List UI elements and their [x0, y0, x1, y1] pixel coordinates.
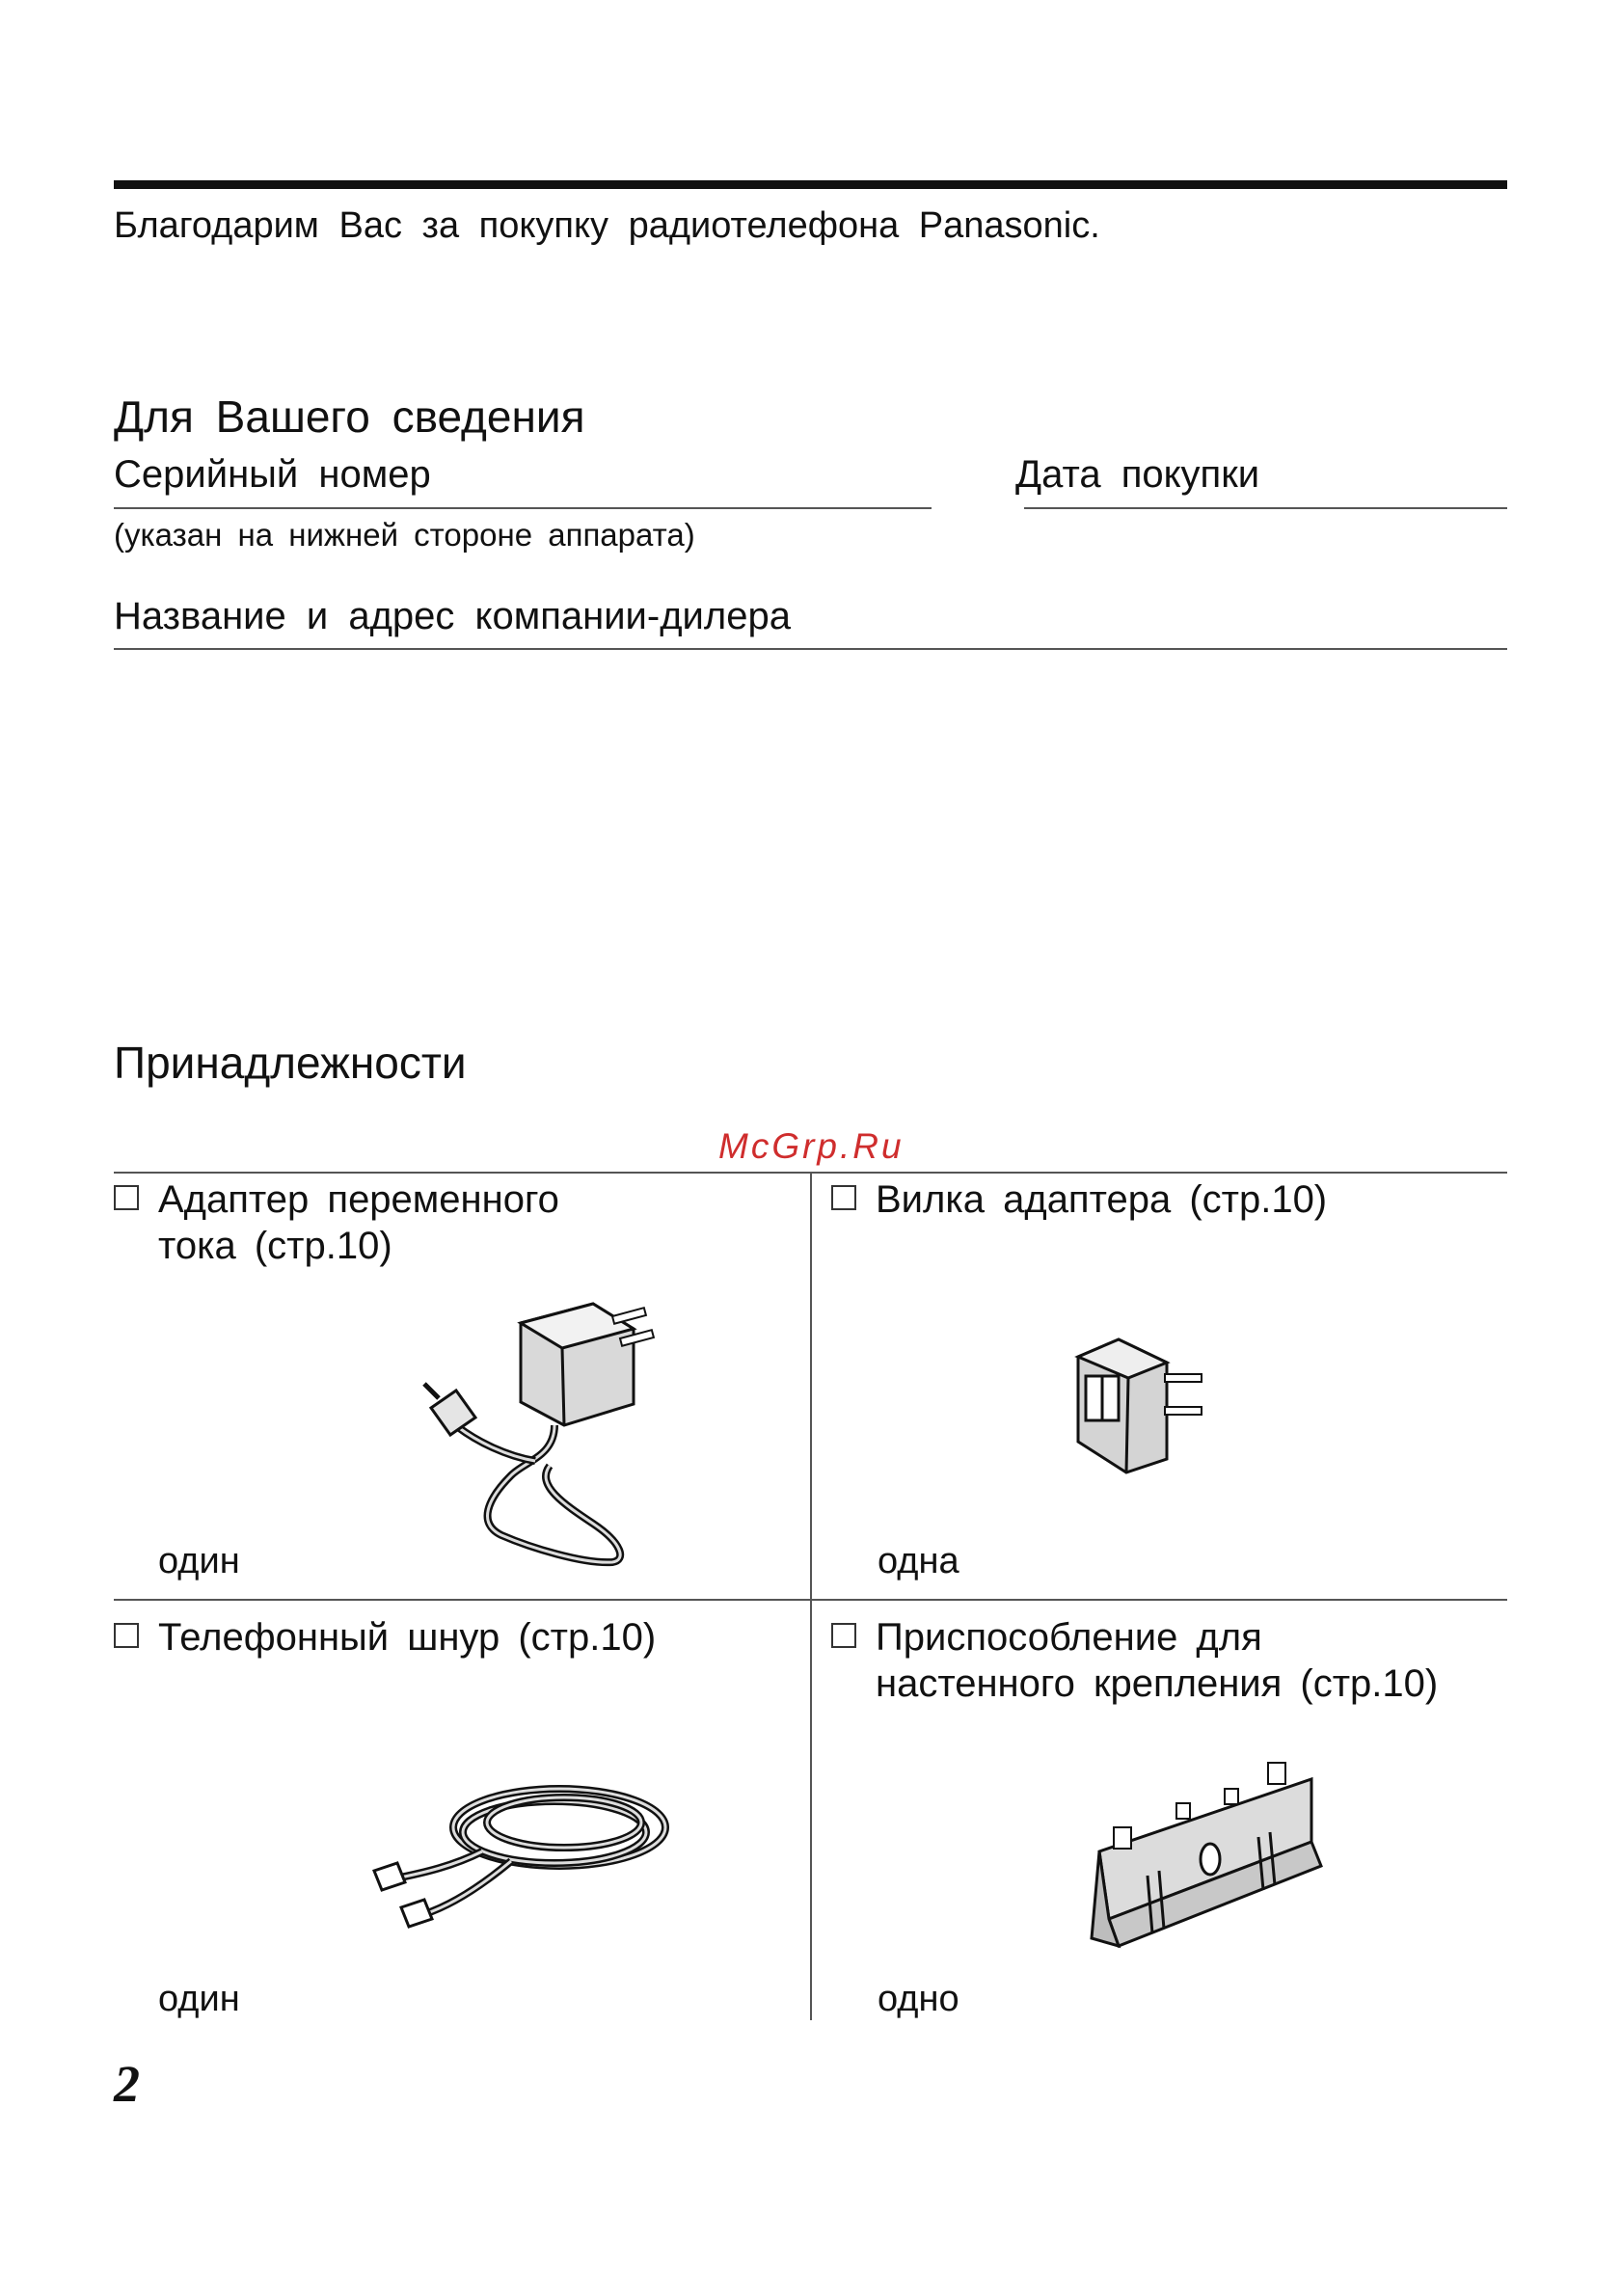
dealer-line[interactable] [114, 648, 1507, 650]
item-adapter-plug [831, 1176, 1327, 1223]
item-phone-cord [114, 1614, 656, 1661]
date-line[interactable] [1024, 507, 1507, 509]
watermark: McGrp.Ru [718, 1126, 905, 1166]
item-ac-adapter-line2: тока (стр.10) [158, 1225, 392, 1267]
item-adapter-plug-qty: одна [878, 1541, 959, 1581]
checkbox-adapter-plug[interactable] [831, 1185, 856, 1210]
checkbox-wall-mount[interactable] [831, 1623, 856, 1648]
grid-vertical-line [810, 1172, 812, 2020]
phone-cord-icon [366, 1755, 694, 1948]
page-number: 2 [114, 2055, 140, 2113]
thanks-text: Благодарим Вас за покупку радиотелефона Panasonic. [114, 205, 1100, 246]
item-ac-adapter-line1: Адаптер переменного [158, 1178, 559, 1221]
adapter-plug-icon [1061, 1326, 1215, 1480]
serial-note: (указан на нижней стороне аппарата) [114, 517, 695, 553]
checkbox-phone-cord[interactable] [114, 1623, 139, 1648]
info-title: Для Вашего сведения [114, 392, 585, 442]
item-ac-adapter [114, 1176, 559, 1269]
date-label: Дата покупки [1015, 453, 1260, 496]
serial-line[interactable] [114, 507, 932, 509]
item-phone-cord-line1: Телефонный шнур (стр.10) [158, 1616, 657, 1659]
top-rule [114, 180, 1507, 189]
item-wall-mount-qty: одно [878, 1979, 959, 2019]
item-phone-cord-qty: один [158, 1979, 240, 2019]
serial-label: Серийный номер [114, 453, 431, 496]
item-ac-adapter-qty: один [158, 1541, 240, 1581]
dealer-label: Название и адрес компании-дилера [114, 595, 791, 637]
item-wall-mount [831, 1614, 1438, 1707]
accessories-title: Принадлежности [114, 1038, 467, 1088]
item-adapter-plug-line1: Вилка адаптера (стр.10) [876, 1178, 1328, 1221]
item-wall-mount-line1: Приспособление для [876, 1616, 1262, 1659]
wall-mount-icon [1080, 1736, 1331, 1958]
checkbox-ac-adapter[interactable] [114, 1185, 139, 1210]
ac-adapter-icon [419, 1283, 680, 1572]
item-wall-mount-line2: настенного крепления (стр.10) [876, 1662, 1439, 1705]
